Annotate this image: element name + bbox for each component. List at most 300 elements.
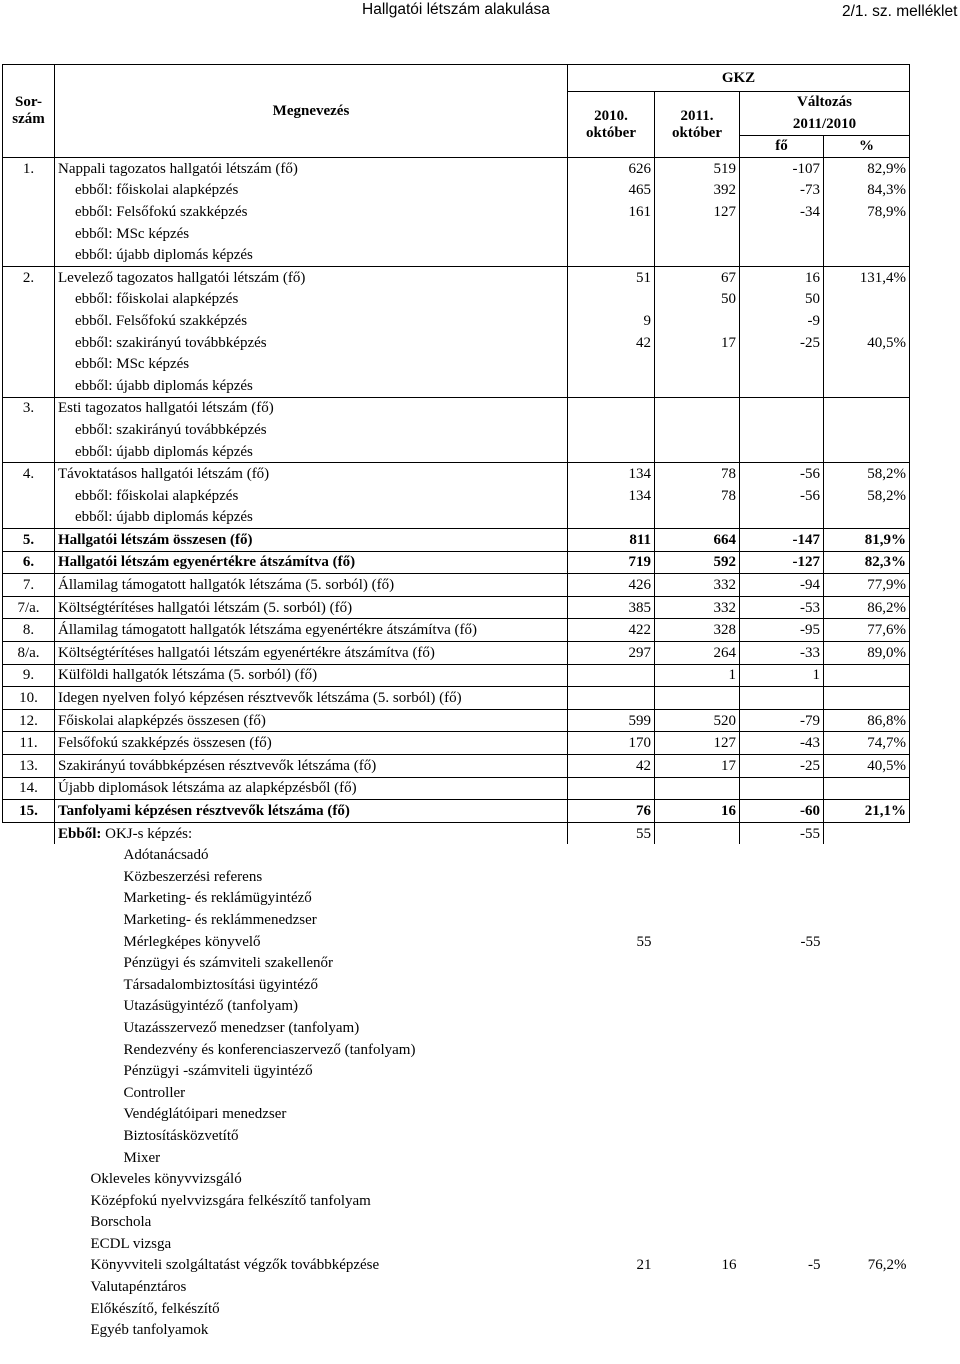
- row-number-cell: [3, 974, 55, 996]
- course-name-cell: Mérlegképes könyvelő: [123, 933, 261, 950]
- value-2010-cell: 465: [568, 180, 655, 202]
- value-2011-cell: 328: [655, 619, 740, 642]
- value-2010-cell: [568, 1082, 655, 1104]
- value-2010-cell: [568, 1233, 655, 1255]
- value-2011-cell: [655, 909, 740, 931]
- value-2010-cell: [568, 687, 655, 710]
- row-number-cell: [3, 180, 55, 202]
- row-number-cell: [3, 1298, 55, 1320]
- value-2011-cell: 332: [655, 596, 740, 619]
- row-name-cell: ebből: szakirányú továbbképzés: [55, 419, 568, 441]
- change-count-cell: [740, 1039, 824, 1061]
- row-number-cell: [3, 310, 55, 332]
- change-percent-cell: [824, 1168, 910, 1190]
- change-count-cell: [740, 777, 824, 800]
- row-name-cell: Költségtérítéses hallgatói létszám egyenértékre átszámítva (fő): [55, 642, 568, 665]
- row-number-cell: [3, 909, 55, 931]
- unit-fo-header: fő: [740, 136, 824, 158]
- value-2010-cell: [568, 223, 655, 245]
- change-percent-cell: [824, 375, 910, 397]
- change-percent-cell: [824, 1125, 910, 1147]
- row-number-cell: 8/a.: [3, 642, 55, 665]
- table-row: [3, 709, 910, 732]
- value-2010-cell: 426: [568, 574, 655, 597]
- table-head: [3, 65, 910, 158]
- row-name-cell: ebből: újabb diplomás képzés: [55, 375, 568, 397]
- okj-row: [3, 822, 910, 844]
- okj-course-row: [3, 1060, 910, 1082]
- course-name-cell: Utazásügyintéző (tanfolyam): [123, 998, 299, 1015]
- row-number-cell: 3.: [3, 397, 55, 419]
- value-2010-cell: [568, 996, 655, 1018]
- sorszam-header: [3, 65, 55, 158]
- change-count-cell: [740, 866, 824, 888]
- value-2010-cell: [568, 909, 655, 931]
- table-row: [3, 223, 910, 245]
- value-2011-cell: [655, 1276, 740, 1298]
- change-percent-cell: [824, 1233, 910, 1255]
- row-number-cell: 6.: [3, 551, 55, 574]
- other-course-row: [3, 1233, 910, 1255]
- change-count-cell: -55: [740, 822, 824, 844]
- change-count-cell: -9: [740, 310, 824, 332]
- okj-course-row: [3, 1147, 910, 1169]
- change-percent-cell: [824, 996, 910, 1018]
- change-count-cell: [740, 353, 824, 375]
- row-number-cell: [3, 1319, 55, 1341]
- value-2011-cell: [655, 1125, 740, 1147]
- sorszam-header-line1: Sor-: [15, 94, 42, 110]
- value-2011-cell: [655, 244, 740, 266]
- change-percent-cell: [824, 419, 910, 441]
- table-row: [3, 529, 910, 552]
- value-2010-cell: [568, 888, 655, 910]
- row-number-cell: [3, 822, 55, 844]
- value-2011-cell: [655, 974, 740, 996]
- change-percent-cell: [824, 888, 910, 910]
- value-2010-cell: [568, 1017, 655, 1039]
- okj-course-row: [3, 1104, 910, 1126]
- change-percent-cell: [824, 1039, 910, 1061]
- value-2010-cell: 161: [568, 201, 655, 223]
- row-number-cell: [3, 1082, 55, 1104]
- value-2011-cell: 127: [655, 732, 740, 755]
- value-2011-cell: 264: [655, 642, 740, 665]
- value-2010-cell: [568, 1060, 655, 1082]
- change-count-cell: -95: [740, 619, 824, 642]
- value-2010-cell: [568, 1147, 655, 1169]
- table-row: [3, 201, 910, 223]
- value-2010-cell: [568, 866, 655, 888]
- table-row: [3, 463, 910, 485]
- change-percent-cell: 78,9%: [824, 201, 910, 223]
- change-percent-cell: [824, 289, 910, 311]
- page-header: [0, 0, 960, 24]
- value-2011-cell: 78: [655, 463, 740, 485]
- change-count-cell: -127: [740, 551, 824, 574]
- change-count-cell: [740, 687, 824, 710]
- course-name-cell: Adótanácsadó: [123, 847, 209, 864]
- change-percent-cell: [824, 1147, 910, 1169]
- year-2011-line1: 2011.: [680, 107, 714, 124]
- value-2010-cell: [568, 1190, 655, 1212]
- other-course-row: [3, 1319, 910, 1341]
- value-2011-cell: [655, 507, 740, 529]
- row-number-cell: 13.: [3, 755, 55, 778]
- value-2010-cell: 55: [568, 822, 655, 844]
- value-2010-cell: [568, 397, 655, 419]
- row-name-cell: ebből: MSc képzés: [55, 353, 568, 375]
- row-name-cell: Államilag támogatott hallgatók létszáma (5. sorból) (fő): [55, 574, 568, 597]
- value-2011-cell: 78: [655, 485, 740, 507]
- row-number-cell: 7/a.: [3, 596, 55, 619]
- change-percent-cell: 58,2%: [824, 463, 910, 485]
- value-2011-cell: [655, 1082, 740, 1104]
- okj-course-row: [3, 1082, 910, 1104]
- change-percent-cell: 86,8%: [824, 709, 910, 732]
- value-2011-cell: [655, 687, 740, 710]
- change-count-cell: [740, 1104, 824, 1126]
- change-percent-cell: [824, 844, 910, 866]
- row-number-cell: [3, 441, 55, 463]
- course-name-cell: Valutapénztáros: [90, 1279, 187, 1296]
- course-name-cell: Pénzügyi -számviteli ügyintéző: [123, 1063, 313, 1080]
- value-2010-cell: [568, 664, 655, 687]
- value-2010-cell: [568, 1125, 655, 1147]
- course-name-cell: Mixer: [123, 1149, 161, 1166]
- row-name-cell: Felsőfokú szakképzés összesen (fő): [55, 732, 568, 755]
- row-number-cell: 9.: [3, 664, 55, 687]
- table-row: [3, 596, 910, 619]
- change-count-cell: -5: [808, 1257, 821, 1274]
- row-number-cell: [3, 1212, 55, 1234]
- table-row: [3, 180, 910, 202]
- value-2011-cell: [655, 419, 740, 441]
- value-2010-cell: [568, 1319, 655, 1341]
- value-2010-cell: 719: [568, 551, 655, 574]
- value-2010-cell: [568, 419, 655, 441]
- change-percent-cell: 76,2%: [867, 1257, 907, 1274]
- change-percent-cell: [824, 507, 910, 529]
- table-row: [3, 332, 910, 354]
- row-number-cell: [3, 1147, 55, 1169]
- row-name-cell: Levelező tagozatos hallgatói létszám (fő): [55, 266, 568, 288]
- change-count-cell: [740, 1082, 824, 1104]
- unit-pct-header: %: [824, 136, 910, 158]
- change-percent-cell: 40,5%: [824, 332, 910, 354]
- other-course-row: [3, 1168, 910, 1190]
- value-2010-cell: 76: [568, 800, 655, 823]
- value-2011-cell: 1: [655, 664, 740, 687]
- row-number-cell: [3, 931, 55, 953]
- change-percent-cell: 82,9%: [824, 158, 910, 180]
- value-2010-cell: [568, 1104, 655, 1126]
- other-course-row: [3, 1212, 910, 1234]
- change-count-cell: -94: [740, 574, 824, 597]
- change-count-cell: -25: [740, 332, 824, 354]
- other-course-row: [3, 1298, 910, 1320]
- row-number-cell: [3, 1255, 55, 1277]
- value-2011-cell: 50: [655, 289, 740, 311]
- row-number-cell: [3, 1233, 55, 1255]
- change-count-cell: [740, 441, 824, 463]
- row-name-cell: ebből: újabb diplomás képzés: [55, 507, 568, 529]
- row-name-cell: Esti tagozatos hallgatói létszám (fő): [55, 397, 568, 419]
- change-count-cell: [740, 1190, 824, 1212]
- change-percent-cell: [824, 1276, 910, 1298]
- change-count-cell: [740, 952, 824, 974]
- change-percent-cell: [824, 1212, 910, 1234]
- change-percent-cell: [824, 1298, 910, 1320]
- year-2010-line1: 2010.: [594, 107, 628, 124]
- course-name-cell: ECDL vizsga: [90, 1235, 172, 1252]
- row-number-cell: 11.: [3, 732, 55, 755]
- row-number-cell: 8.: [3, 619, 55, 642]
- row-name-cell: Újabb diplomások létszáma az alapképzésből (fő): [55, 777, 568, 800]
- change-percent-cell: 74,7%: [824, 732, 910, 755]
- value-2011-cell: [655, 931, 740, 953]
- okj-label-cell: [55, 822, 568, 844]
- change-count-cell: [740, 397, 824, 419]
- change-count-cell: -56: [740, 463, 824, 485]
- row-name-cell: Tanfolyami képzésen résztvevők létszáma (fő): [55, 800, 568, 823]
- okj-course-row: [3, 952, 910, 974]
- row-name-cell: Szakirányú továbbképzésen résztvevők létszáma (fő): [55, 755, 568, 778]
- course-name-cell: Könyvviteli szolgáltatást végzők továbbképzése: [90, 1257, 380, 1274]
- okj-course-row: [3, 996, 910, 1018]
- change-count-cell: [740, 1319, 824, 1341]
- value-2011-cell: 17: [655, 332, 740, 354]
- okj-course-row: [3, 866, 910, 888]
- change-count-cell: [740, 1233, 824, 1255]
- table-row: [3, 619, 910, 642]
- course-name-cell: Biztosításközvetítő: [123, 1127, 239, 1144]
- change-percent-cell: 89,0%: [824, 642, 910, 665]
- row-name-cell: ebből: újabb diplomás képzés: [55, 244, 568, 266]
- value-2011-cell: [655, 223, 740, 245]
- row-name-cell: Államilag támogatott hallgatók létszáma egyenértékre átszámítva (fő): [55, 619, 568, 642]
- change-count-cell: [740, 375, 824, 397]
- change-percent-cell: [824, 244, 910, 266]
- value-2010-cell: 21: [636, 1257, 652, 1274]
- change-percent-cell: [824, 1104, 910, 1126]
- change-count-cell: [740, 909, 824, 931]
- okj-course-row: [3, 909, 910, 931]
- other-course-row: [3, 1255, 910, 1277]
- course-name-cell: Középfokú nyelvvizsgára felkészítő tanfolyam: [90, 1192, 371, 1209]
- course-name-cell: Rendezvény és konferenciaszervező (tanfolyam): [123, 1041, 416, 1058]
- row-name-cell: Költségtérítéses hallgatói létszám (5. sorból) (fő): [55, 596, 568, 619]
- value-2011-cell: [655, 1233, 740, 1255]
- table-row: [3, 244, 910, 266]
- course-name-cell: Controller: [123, 1084, 186, 1101]
- table-row: [3, 551, 910, 574]
- table-row: [3, 732, 910, 755]
- value-2011-cell: 332: [655, 574, 740, 597]
- other-course-row: [3, 1276, 910, 1298]
- okj-course-row: [3, 1017, 910, 1039]
- value-2011-cell: [655, 310, 740, 332]
- table-row: [3, 397, 910, 419]
- change-count-cell: -60: [740, 800, 824, 823]
- value-2010-cell: 811: [568, 529, 655, 552]
- value-2011-cell: [655, 1017, 740, 1039]
- year-2011-header: [655, 92, 740, 158]
- table-row: [3, 441, 910, 463]
- change-percent-cell: 58,2%: [824, 485, 910, 507]
- value-2010-cell: [568, 353, 655, 375]
- change-percent-cell: [824, 909, 910, 931]
- change-count-cell: -53: [740, 596, 824, 619]
- okj-label-bold: Ebből:: [58, 825, 102, 842]
- row-number-cell: [3, 844, 55, 866]
- value-2011-cell: [655, 1298, 740, 1320]
- row-number-cell: [3, 1104, 55, 1126]
- value-2010-cell: [568, 777, 655, 800]
- table-row: [3, 158, 910, 180]
- row-number-cell: [3, 1039, 55, 1061]
- row-number-cell: [3, 507, 55, 529]
- course-name-cell: Borschola: [90, 1214, 152, 1231]
- value-2011-cell: [655, 844, 740, 866]
- table-row: [3, 800, 910, 823]
- change-count-cell: [740, 1168, 824, 1190]
- row-number-cell: [3, 289, 55, 311]
- change-count-cell: [740, 1298, 824, 1320]
- change-percent-cell: [824, 952, 910, 974]
- change-percent-cell: [824, 353, 910, 375]
- change-count-cell: [740, 974, 824, 996]
- value-2011-cell: 664: [655, 529, 740, 552]
- row-number-cell: [3, 375, 55, 397]
- valtozas-header: Változás: [740, 92, 910, 114]
- year-2010-line2: október: [586, 124, 636, 141]
- value-2011-cell: [655, 441, 740, 463]
- value-2010-cell: [568, 1168, 655, 1190]
- course-name-cell: Utazásszervező menedzser (tanfolyam): [123, 1019, 360, 1036]
- gkz-header: GKZ: [568, 65, 910, 92]
- table-row: [3, 353, 910, 375]
- change-count-cell: -79: [740, 709, 824, 732]
- change-percent-cell: [824, 866, 910, 888]
- table-row: [3, 777, 910, 800]
- change-count-cell: -34: [740, 201, 824, 223]
- course-name-cell: Közbeszerzési referens: [123, 868, 263, 885]
- megnevezes-header: Megnevezés: [55, 65, 568, 158]
- value-2010-cell: 297: [568, 642, 655, 665]
- value-2011-cell: 17: [655, 755, 740, 778]
- value-2010-cell: [568, 974, 655, 996]
- okj-course-row: [3, 1039, 910, 1061]
- row-number-cell: [3, 996, 55, 1018]
- row-number-cell: [3, 1017, 55, 1039]
- change-count-cell: [740, 1017, 824, 1039]
- value-2010-cell: [568, 375, 655, 397]
- value-2010-cell: 599: [568, 709, 655, 732]
- row-number-cell: [3, 419, 55, 441]
- table-row: [3, 289, 910, 311]
- row-number-cell: 15.: [3, 800, 55, 823]
- table-row: [3, 755, 910, 778]
- change-percent-cell: [824, 1017, 910, 1039]
- change-count-cell: [740, 244, 824, 266]
- row-number-cell: [3, 332, 55, 354]
- value-2011-cell: [655, 1060, 740, 1082]
- table-row: [3, 310, 910, 332]
- change-percent-cell: [824, 664, 910, 687]
- row-name-cell: ebből: főiskolai alapképzés: [55, 289, 568, 311]
- change-count-cell: [740, 1212, 824, 1234]
- value-2011-cell: [655, 952, 740, 974]
- change-count-cell: [740, 1125, 824, 1147]
- change-percent-cell: [824, 974, 910, 996]
- value-2011-cell: [655, 1212, 740, 1234]
- course-name-cell: Okleveles könyvvizsgáló: [90, 1171, 242, 1188]
- table-row: [3, 507, 910, 529]
- change-percent-cell: 77,6%: [824, 619, 910, 642]
- change-count-cell: [740, 1147, 824, 1169]
- value-2010-cell: 134: [568, 463, 655, 485]
- row-number-cell: [3, 888, 55, 910]
- value-2011-cell: [655, 1039, 740, 1061]
- change-percent-cell: 82,3%: [824, 551, 910, 574]
- okj-course-row: [3, 1125, 910, 1147]
- row-number-cell: [3, 1168, 55, 1190]
- row-number-cell: 5.: [3, 529, 55, 552]
- row-number-cell: [3, 1125, 55, 1147]
- row-number-cell: [3, 1190, 55, 1212]
- change-count-cell: 50: [740, 289, 824, 311]
- change-count-cell: [740, 1276, 824, 1298]
- row-name-cell: Főiskolai alapképzés összesen (fő): [55, 709, 568, 732]
- row-name-cell: ebből: Felsőfokú szakképzés: [55, 201, 568, 223]
- change-percent-cell: [824, 1060, 910, 1082]
- value-2011-cell: [655, 1190, 740, 1212]
- course-name-cell: Marketing- és reklámügyintéző: [123, 890, 312, 907]
- value-2010-cell: 385: [568, 596, 655, 619]
- row-name-cell: ebből: MSc képzés: [55, 223, 568, 245]
- row-name-cell: ebből: újabb diplomás képzés: [55, 441, 568, 463]
- row-name-cell: Hallgatói létszám összesen (fő): [55, 529, 568, 552]
- value-2011-cell: 16: [721, 1257, 737, 1274]
- okj-course-row: [3, 888, 910, 910]
- change-count-cell: -147: [740, 529, 824, 552]
- value-2010-cell: [568, 289, 655, 311]
- value-2011-cell: 392: [655, 180, 740, 202]
- value-2011-cell: 592: [655, 551, 740, 574]
- page-title: Hallgatói létszám alakulása: [362, 1, 550, 18]
- table-row: [3, 485, 910, 507]
- value-2011-cell: [655, 996, 740, 1018]
- okj-course-row: [3, 974, 910, 996]
- row-name-cell: Hallgatói létszám egyenértékre átszámítva (fő): [55, 551, 568, 574]
- value-2010-cell: 51: [568, 266, 655, 288]
- value-2011-cell: [655, 777, 740, 800]
- change-count-cell: [740, 419, 824, 441]
- table-row: [3, 664, 910, 687]
- course-name-cell: Társadalombiztosítási ügyintéző: [123, 976, 319, 993]
- change-count-cell: [740, 223, 824, 245]
- row-number-cell: [3, 485, 55, 507]
- row-number-cell: [3, 952, 55, 974]
- change-count-cell: 1: [740, 664, 824, 687]
- valtozas-period-header: 2011/2010: [740, 114, 910, 136]
- row-name-cell: ebből: főiskolai alapképzés: [55, 180, 568, 202]
- table-row: [3, 574, 910, 597]
- change-percent-cell: [824, 1319, 910, 1341]
- change-count-cell: -56: [740, 485, 824, 507]
- change-count-cell: -43: [740, 732, 824, 755]
